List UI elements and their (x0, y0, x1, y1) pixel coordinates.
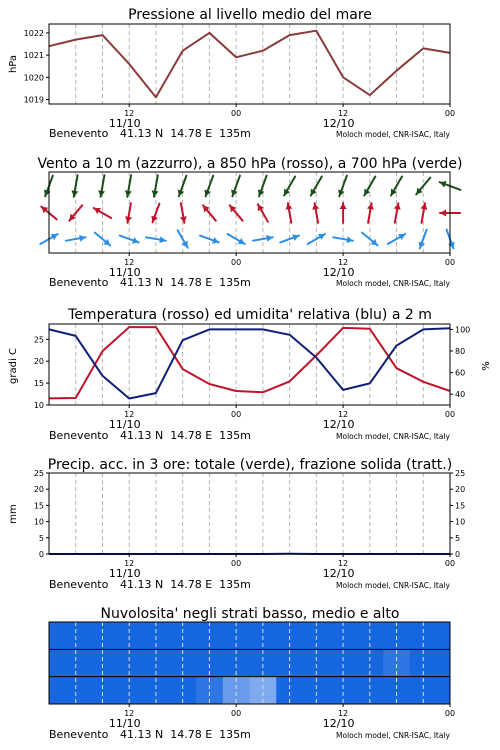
precip-yticks (34, 469, 465, 559)
temperature-panel (8, 307, 492, 442)
humidity-ylabel: % (481, 361, 492, 371)
wind-arrow (71, 175, 78, 197)
wind-arrow-head (340, 203, 347, 209)
wind-arrow-head (440, 210, 446, 217)
wind-arrow (258, 204, 268, 221)
temperature-ylabel: gradi C (8, 348, 19, 384)
x-tick-label: 00 (444, 109, 456, 118)
x-tick-label: 12 (124, 709, 135, 718)
y-tick-label: 25 (33, 469, 44, 478)
y2-tick-label: 0 (455, 550, 461, 559)
temperature-location: Benevento (49, 429, 109, 442)
x-tick-label: 12 (337, 559, 349, 568)
y2-tick-label: 60 (455, 368, 466, 378)
wind-arrow (204, 176, 213, 197)
x-tick-label: 12 (337, 109, 349, 118)
wind-arrow (394, 203, 401, 223)
y-tick-label: 1022 (23, 28, 44, 38)
y2-tick-label: 20 (455, 485, 466, 495)
x-tick-label: 12 (124, 258, 135, 267)
y2-tick-label: 80 (455, 347, 466, 356)
series-line (49, 327, 450, 398)
clouds-xticks (109, 704, 455, 730)
x-tick-label: 12 (337, 258, 349, 267)
date-label: 12/10 (322, 717, 355, 730)
y-tick-label: 1020 (23, 73, 44, 83)
y-tick-label: 20 (33, 485, 44, 495)
y-tick-label: 10 (33, 401, 44, 410)
wind-arrow (338, 176, 347, 197)
clouds-panel (49, 606, 455, 741)
pressure-title: Pressione al livello medio del mare (128, 7, 372, 23)
clouds-cells (49, 622, 450, 704)
y-tick-label: 1021 (23, 51, 44, 61)
pressure-ylabel: hPa (8, 54, 19, 74)
precip-credit: Moloch model, CNR-ISAC, Italy (336, 581, 450, 590)
wind-arrow (44, 176, 53, 197)
pressure-frame (49, 24, 450, 104)
clouds-coords: 41.13 N 14.78 E 135m (120, 728, 251, 741)
precip-xticks (109, 554, 455, 580)
pressure-coords: 41.13 N 14.78 E 135m (120, 127, 251, 140)
wind-arrow (151, 204, 159, 223)
wind-panel (37, 156, 462, 289)
date-label: 11/10 (108, 266, 141, 279)
precip-location: Benevento (49, 578, 109, 591)
y2-tick-label: 5 (455, 533, 461, 543)
x-tick-label: 12 (337, 709, 349, 718)
wind-credit: Moloch model, CNR-ISAC, Italy (336, 279, 450, 288)
wind-title: Vento a 10 m (azzurro), a 850 hPa (rosso), a 700 hPa (verde) (37, 156, 463, 172)
precip-frame (49, 473, 450, 554)
x-tick-label: 00 (231, 559, 242, 568)
wind-arrow (447, 230, 455, 249)
wind-coords: 41.13 N 14.78 E 135m (120, 276, 251, 289)
temperature-credit: Moloch model, CNR-ISAC, Italy (336, 432, 450, 441)
precip-panel (8, 457, 465, 591)
y-tick-label: 25 (33, 335, 44, 345)
wind-arrow (258, 176, 267, 197)
wind-arrow (286, 203, 293, 223)
wind-arrow (312, 203, 319, 223)
date-label: 12/10 (322, 567, 355, 580)
pressure-panel (8, 7, 455, 140)
x-tick-label: 00 (231, 410, 242, 419)
y-tick-label: 15 (33, 501, 44, 511)
x-tick-label: 00 (231, 258, 242, 267)
series-line (49, 328, 450, 398)
wind-arrow (125, 203, 132, 223)
pressure-series (49, 31, 450, 98)
wind-arrow (125, 175, 132, 197)
wind-arrow (152, 175, 159, 197)
x-tick-label: 00 (444, 709, 456, 718)
temperature-coords: 41.13 N 14.78 E 135m (120, 429, 251, 442)
date-label: 12/10 (322, 266, 355, 279)
temperature-xticks (109, 405, 455, 431)
y-tick-label: 15 (33, 379, 44, 389)
y2-tick-label: 40 (455, 390, 466, 400)
temperature-series (49, 327, 450, 398)
y-tick-label: 20 (33, 357, 44, 367)
wind-arrow (419, 230, 427, 249)
y-tick-label: 5 (38, 533, 44, 543)
date-label: 11/10 (108, 418, 141, 431)
series-line (49, 31, 450, 98)
wind-arrow (421, 203, 428, 223)
date-label: 12/10 (322, 117, 355, 130)
wind-frame (49, 172, 450, 253)
y2-tick-label: 100 (455, 325, 471, 335)
x-tick-label: 12 (124, 559, 135, 568)
wind-arrow (98, 175, 105, 197)
temperature-gridlines (76, 324, 424, 405)
x-tick-label: 12 (124, 109, 135, 118)
clouds-credit: Moloch model, CNR-ISAC, Italy (336, 731, 450, 740)
y2-tick-label: 25 (455, 469, 466, 478)
x-tick-label: 00 (444, 410, 456, 419)
wind-arrow (178, 176, 187, 197)
wind-arrow (180, 203, 187, 223)
y-tick-label: 10 (33, 517, 44, 527)
x-tick-label: 12 (124, 410, 135, 419)
x-tick-label: 00 (444, 559, 456, 568)
temperature-title: Temperatura (rosso) ed umidita' relativa (blu) a 2 m (68, 307, 432, 323)
pressure-location: Benevento (49, 127, 109, 140)
pressure-yticks (24, 29, 49, 105)
x-tick-label: 00 (231, 709, 242, 718)
wind-arrow (367, 203, 374, 223)
date-label: 11/10 (108, 567, 141, 580)
precip-gridlines (76, 473, 424, 554)
x-tick-label: 12 (337, 410, 349, 419)
clouds-location: Benevento (49, 728, 109, 741)
x-tick-label: 00 (231, 109, 242, 118)
y2-tick-label: 10 (455, 517, 466, 527)
y-tick-label: 0 (38, 550, 44, 559)
clouds-title: Nuvolosita' negli strati basso, medio e alto (100, 606, 400, 622)
precip-ylabel: mm (8, 504, 19, 524)
temperature-yticks (34, 325, 470, 410)
date-label: 11/10 (108, 117, 141, 130)
precip-coords: 41.13 N 14.78 E 135m (120, 578, 251, 591)
temperature-frame (49, 324, 450, 405)
wind-arrow (340, 203, 347, 223)
date-label: 12/10 (322, 418, 355, 431)
pressure-credit: Moloch model, CNR-ISAC, Italy (336, 130, 450, 139)
y-tick-label: 1019 (23, 95, 44, 105)
wind-arrow (231, 176, 240, 197)
y2-tick-label: 15 (455, 501, 466, 511)
wind-arrows (40, 175, 460, 248)
x-tick-label: 00 (444, 258, 456, 267)
precip-title: Precip. acc. in 3 ore: totale (verde), frazione solida (tratt.) (47, 457, 453, 473)
wind-location: Benevento (49, 276, 109, 289)
date-label: 11/10 (108, 717, 141, 730)
